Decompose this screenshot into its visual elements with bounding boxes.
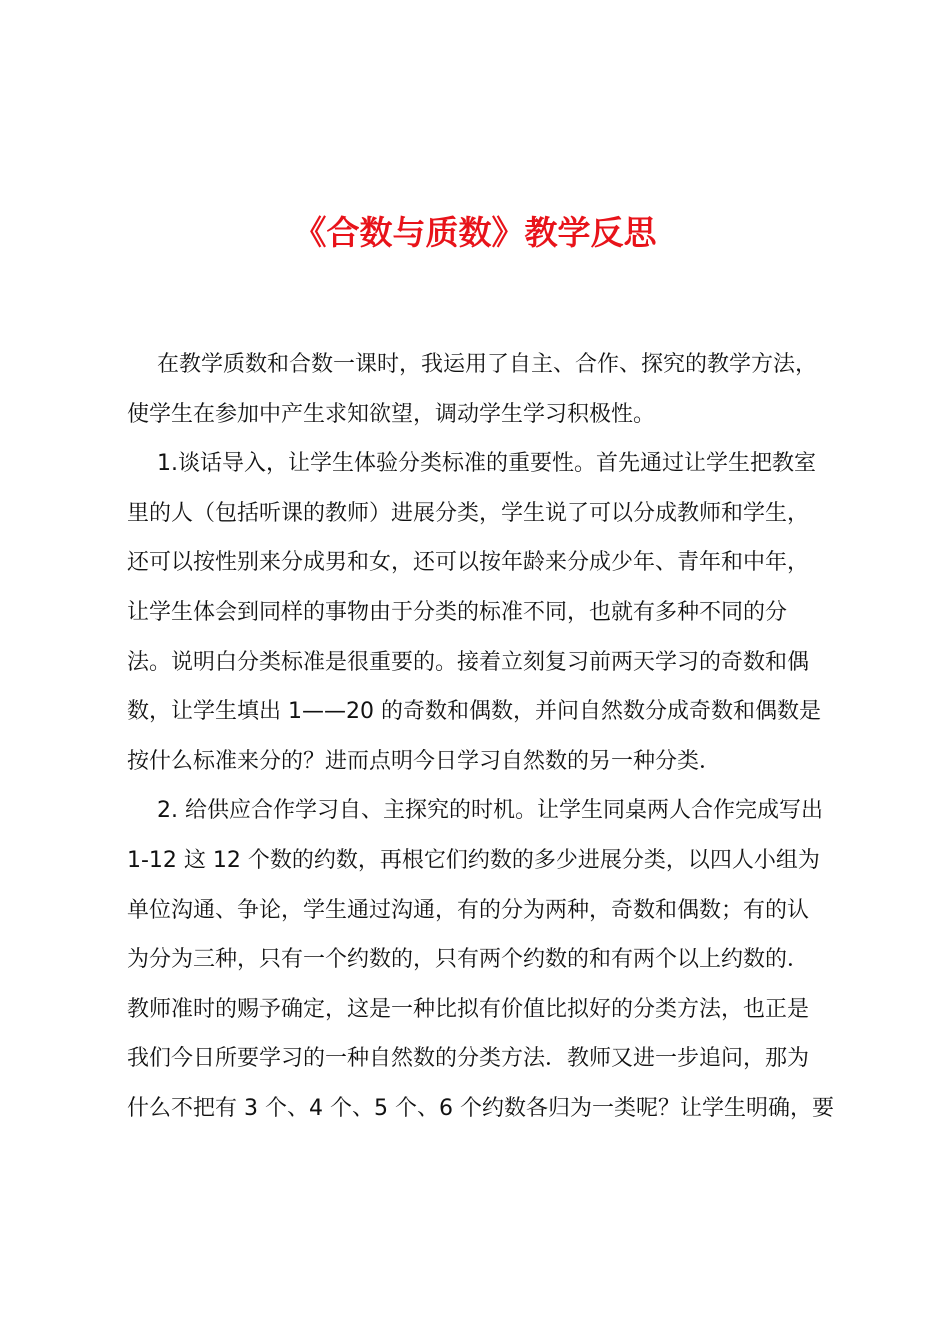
paragraph-2-line-1: 1.谈话导入，让学生体验分类标准的重要性。首先通过让学生把教室	[157, 451, 816, 477]
document-body	[127, 340, 833, 1134]
paragraph-3-line-1: 2. 给供应合作学习自、主探究的时机。让学生同桌两人合作完成写出	[157, 798, 823, 824]
paragraph-3-line-5: 教师准时的赐予确定，这是一种比拟有价值比拟好的分类方法，也正是	[127, 996, 810, 1022]
document-title: 《合数与质数》教学反思	[293, 213, 657, 252]
paragraph-2-line-3: 还可以按性别来分成男和女，还可以按年龄来分成少年、青年和中年，	[127, 550, 810, 576]
paragraph-3-line-2: 1-12 这 12 个数的约数，再根它们约数的多少进展分类，以四人小组为	[127, 847, 820, 873]
paragraph-3-line-3: 单位沟通、争论，学生通过沟通，有的分为两种，奇数和偶数；有的认	[127, 897, 810, 923]
paragraph-3-line-6: 我们今日所要学习的一种自然数的分类方法．教师又进一步追问，那为	[127, 1046, 810, 1072]
paragraph-2-line-5: 法。说明白分类标准是很重要的。接着立刻复习前两天学习的奇数和偶	[127, 649, 810, 675]
paragraph-1-line-1: 在教学质数和合数一课时，我运用了自主、合作、探究的教学方法，	[157, 352, 818, 377]
paragraph-2-line-4: 让学生体会到同样的事物由于分类的标准不同，也就有多种不同的分	[127, 599, 788, 625]
paragraph-2-line-2: 里的人（包括听课的教师）进展分类，学生说了可以分成教师和学生，	[127, 500, 810, 526]
paragraph-2-line-6: 数，让学生填出 1——20 的奇数和偶数，并问自然数分成奇数和偶数是	[127, 699, 821, 725]
paragraph-3-line-4: 为分为三种，只有一个约数的，只有两个约数的和有两个以上约数的．	[127, 947, 810, 973]
paragraph-3-line-7: 什么不把有 3 个、4 个、5 个、6 个约数各归为一类呢？让学生明确，要	[127, 1095, 834, 1121]
paragraph-2-line-7: 按什么标准来分的？进而点明今日学习自然数的另一种分类．	[127, 748, 722, 774]
paragraph-1-line-2: 使学生在参加中产生求知欲望，调动学生学习积极性。	[127, 401, 656, 427]
